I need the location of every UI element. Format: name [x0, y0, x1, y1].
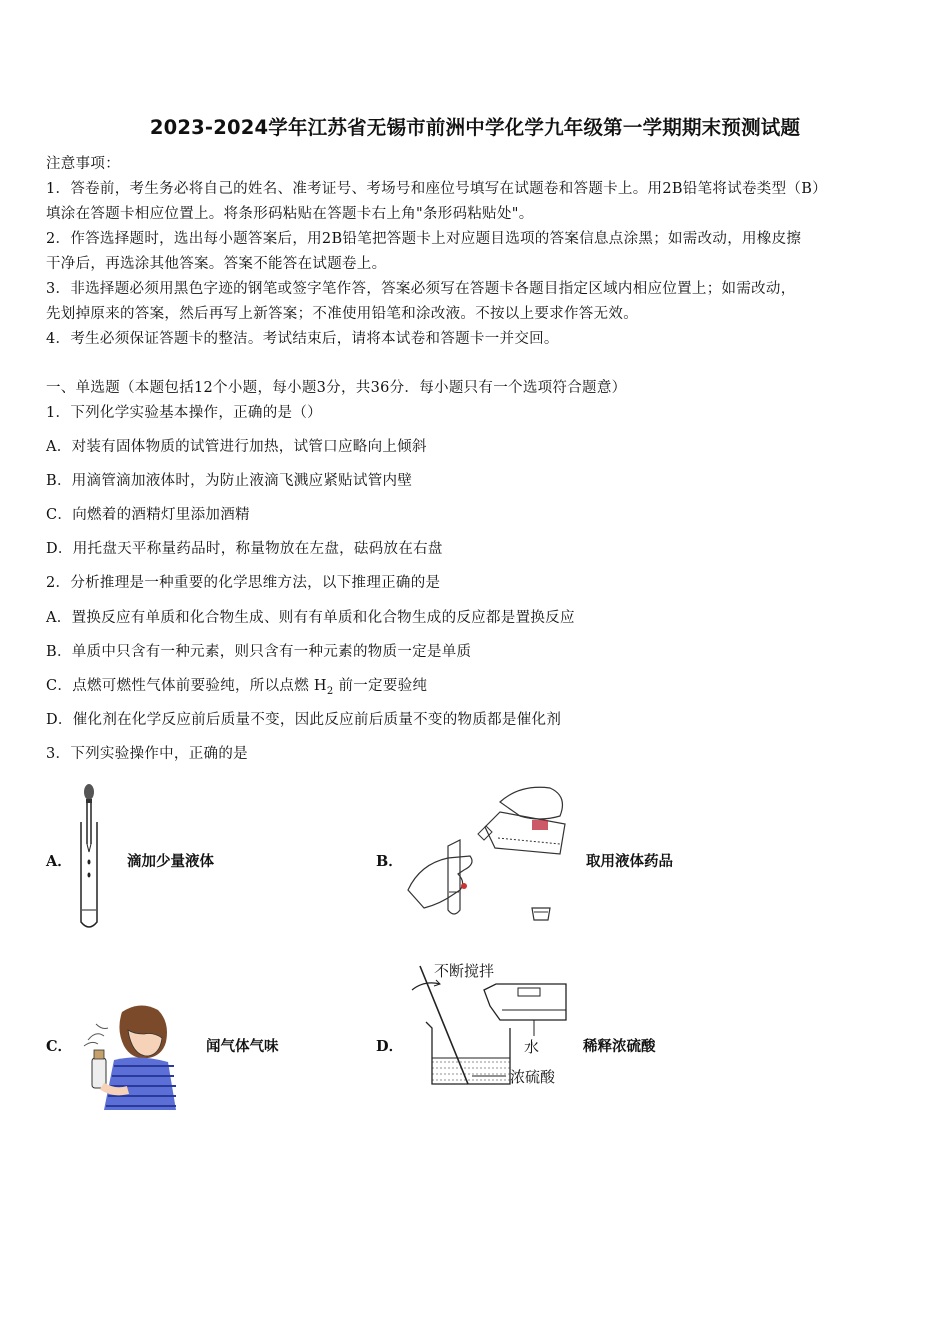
q1-stem: 1．下列化学实验基本操作，正确的是（）: [46, 405, 322, 421]
q2-option-a: A．置换反应有单质和化合物生成、则有有单质和化合物生成的反应都是置换反应: [46, 610, 575, 626]
q1-option-b: B．用滴管滴加液体时，为防止液滴飞溅应紧贴试管内壁: [46, 473, 413, 489]
dilute-acid-figure: [410, 958, 580, 1092]
acid-label: 浓硫酸: [510, 1068, 556, 1086]
q3-option-a-text: 滴加少量液体: [127, 853, 214, 870]
notice-line: 填涂在答题卡相应位置上。将条形码粘贴在答题卡右上角"条形码粘贴处"。: [46, 206, 534, 222]
q1-option-d: D．用托盘天平称量药品时，称量物放在左盘，砝码放在右盘: [46, 541, 443, 557]
q3-option-c-label: C．: [46, 1038, 73, 1055]
dropper-tube-figure: [72, 782, 108, 934]
notice-line: 先划掉原来的答案，然后再写上新答案；不准使用铅笔和涂改液。不按以上要求作答无效。: [46, 306, 638, 322]
water-label: 水: [524, 1038, 540, 1056]
notice-line: 干净后，再选涂其他答案。答案不能答在试题卷上。: [46, 256, 387, 272]
q3-option-b-text: 取用液体药品: [586, 853, 673, 870]
q3-option-c-text: 闻气体气味: [206, 1038, 279, 1055]
notice-line: 4．考生必须保证答题卡的整洁。考试结束后，请将本试卷和答题卡一并交回。: [46, 331, 559, 347]
stir-label: 不断搅拌: [434, 962, 495, 980]
q3-option-d-text: 稀释浓硫酸: [583, 1038, 656, 1055]
smelling-gas-figure: [74, 1000, 180, 1112]
notice-line: 3．非选择题必须用黑色字迹的钢笔或签字笔作答，答案必须写在答题卡各题目指定区域内相应位置上；如需改动，: [46, 281, 796, 297]
q3-stem: 3．下列实验操作中，正确的是: [46, 746, 248, 762]
q3-option-d-label: D．: [376, 1038, 404, 1055]
q2-option-b: B．单质中只含有一种元素，则只含有一种元素的物质一定是单质: [46, 644, 472, 660]
q2-stem: 2．分析推理是一种重要的化学思维方法，以下推理正确的是: [46, 575, 441, 591]
q2-option-d: D．催化剂在化学反应前后质量不变，因此反应前后质量不变的物质都是催化剂: [46, 712, 562, 728]
section-heading: 一、单选题（本题包括12个小题，每小题3分，共36分．每小题只有一个选项符合题意）: [46, 380, 627, 396]
q1-option-a: A．对装有固体物质的试管进行加热，试管口应略向上倾斜: [46, 439, 427, 455]
exam-title: 2023-2024学年江苏省无锡市前洲中学化学九年级第一学期期末预测试题: [149, 116, 801, 139]
q1-option-c: C．向燃着的酒精灯里添加酒精: [46, 507, 250, 523]
q3-option-a-label: A．: [46, 853, 72, 870]
notice-heading: 注意事项：: [46, 156, 120, 172]
q2-option-c: C．点燃可燃性气体前要验纯，所以点燃 $H_2$ 前一定要验纯: [46, 678, 428, 697]
pouring-liquid-figure: [400, 782, 580, 930]
q3-option-b-label: B．: [376, 853, 403, 870]
notice-line: 1．答卷前，考生务必将自己的姓名、准考证号、考场号和座位号填写在试题卷和答题卡上。用2B铅笔将试卷类型（B）: [46, 181, 827, 197]
notice-line: 2．作答选择题时，选出每小题答案后，用2B铅笔把答题卡上对应题目选项的答案信息点涂黑；如需改动，用橡皮擦: [46, 231, 802, 247]
